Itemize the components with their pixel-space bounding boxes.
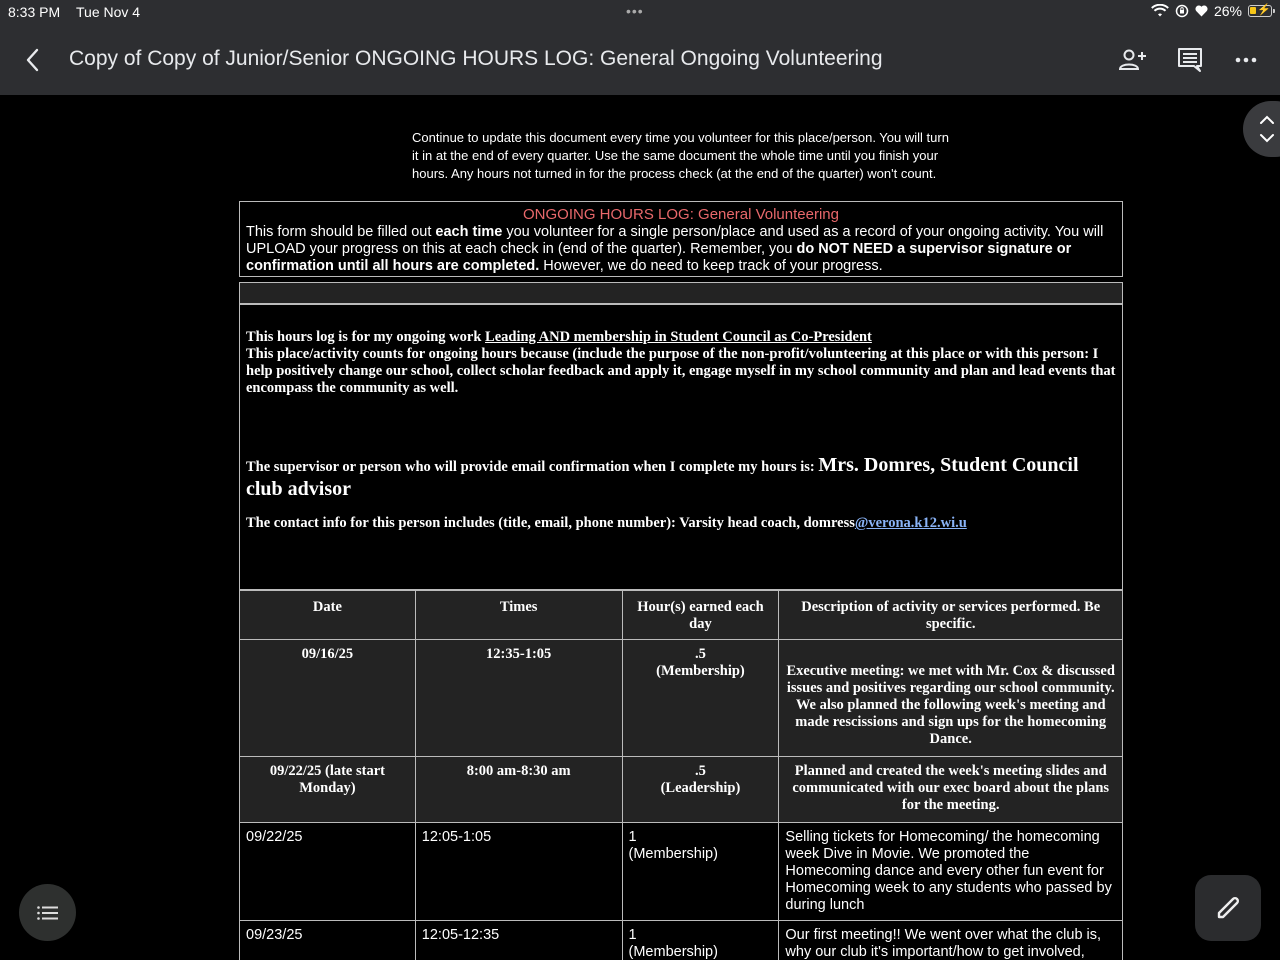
more-icon: [1235, 57, 1257, 63]
cell-hours[interactable]: 1 (Membership): [622, 921, 779, 960]
header-date: Date: [240, 591, 416, 640]
back-button[interactable]: [22, 46, 46, 74]
document-title: Copy of Copy of Junior/Senior ONGOING HOURS LOG: General Ongoing Volunteering: [69, 47, 883, 70]
form-heading: ONGOING HOURS LOG: General Volunteering: [523, 206, 839, 223]
header-description: Description of activity or services performed. Be specific.: [779, 591, 1123, 640]
cell-description[interactable]: Planned and created the week's meeting slides and communicated with our exec board about the plans for the meeting.: [779, 757, 1123, 823]
app-bar: [0, 24, 1280, 95]
cell-hours[interactable]: .5 (Membership): [622, 640, 779, 757]
spacer-row: [239, 282, 1123, 304]
battery-percent: 26%: [1213, 3, 1242, 19]
more-options-button[interactable]: [1230, 44, 1262, 76]
outline-button[interactable]: [19, 884, 76, 941]
table-row: [240, 823, 1123, 921]
add-person-icon: [1118, 48, 1148, 72]
wifi-icon: [1151, 4, 1169, 18]
pencil-icon: [1214, 894, 1242, 922]
cell-times[interactable]: 8:00 am-8:30 am: [415, 757, 622, 823]
cell-times[interactable]: 12:35-1:05: [415, 640, 622, 757]
scroll-up-down-icon: [1257, 109, 1277, 149]
intro-instructions: Continue to update this document every time you volunteer for this place/person. You will turn it in at the end of every quarter. Use the same document the whole time until you finish your hours. Any hours not turned in for the process check (at the end of the quarter) won't count.: [412, 130, 949, 181]
outline-list-icon: [37, 906, 59, 920]
cell-description[interactable]: Executive meeting: we met with Mr. Cox & discussed issues and positives regarding our school community. We also planned the following week's meeting and made rescissions and sign ups for the homecoming Dance.: [779, 640, 1123, 757]
comment-icon: [1177, 47, 1203, 73]
cell-times[interactable]: 12:05-1:05: [415, 823, 622, 921]
status-time: 8:33 PM: [8, 4, 61, 20]
cell-description[interactable]: Our first meeting!! We went over what the club is, why our club it's important/how to get involved,: [779, 921, 1123, 960]
cell-times[interactable]: 12:05-12:35: [415, 921, 622, 960]
table-header-row: [240, 591, 1123, 640]
header-hours: Hour(s) earned each day: [622, 591, 779, 640]
status-date: Tue Nov 4: [76, 4, 141, 20]
cell-hours[interactable]: .5 (Leadership): [622, 757, 779, 823]
table-row: [240, 640, 1123, 757]
status-right: [1151, 3, 1272, 19]
table-row: [240, 757, 1123, 823]
contact-line: The contact info for this person includes (title, email, phone number): Varsity head coach, domress@verona.k12.wi.u: [246, 515, 967, 531]
multitasking-dots[interactable]: •••: [626, 3, 644, 19]
table-row: [240, 921, 1123, 960]
cell-description[interactable]: Selling tickets for Homecoming/ the homecoming week Dive in Movie. We promoted the Homecoming dance and every other fun event for Homecoming week to any students who passed by during lunch: [779, 823, 1123, 921]
activity-info-box: [239, 304, 1123, 590]
log-for-line: This hours log is for my ongoing work Leading AND membership in Student Council as Co-President: [246, 329, 872, 345]
rotation-lock-icon: [1175, 4, 1189, 18]
document-canvas[interactable]: [0, 95, 1280, 960]
back-chevron-icon: [22, 46, 46, 74]
cell-date[interactable]: 09/22/25: [240, 823, 416, 921]
supervisor-line: The supervisor or person who will provide email confirmation when I complete my hours is: Mrs. Domres, Student Council club advisor: [246, 454, 1079, 500]
comments-button[interactable]: [1174, 44, 1206, 76]
share-button[interactable]: [1117, 44, 1149, 76]
form-header-box: [239, 201, 1123, 277]
battery-icon: ⚡: [1248, 5, 1272, 17]
heart-icon: [1195, 5, 1208, 17]
cell-date[interactable]: 09/16/25: [240, 640, 416, 757]
counts-because-text: This place/activity counts for ongoing hours because (include the purpose of the non-profit/volunteering at this place or with this person: I help positively change our school, collect scholar feedback and apply it, engage myself in my school community and plan and lead events that encompass the community as well.: [246, 346, 1116, 396]
cell-date[interactable]: 09/22/25 (late start Monday): [240, 757, 416, 823]
cell-hours[interactable]: 1 (Membership): [622, 823, 779, 921]
form-instructions: This form should be filled out each time you volunteer for a single person/place and used as a record of your ongoing activity. You will UPLOAD your progress on this at each check in (end of the quarter). Remember, you do NOT NEED a supervisor signature or confirmation until all hours are completed. However, we do need to keep track of your progress.: [246, 224, 1104, 274]
email-link[interactable]: @verona.k12.wi.u: [854, 515, 967, 531]
edit-button[interactable]: [1195, 875, 1261, 941]
status-bar: [0, 0, 1280, 24]
header-times: Times: [415, 591, 622, 640]
cell-date[interactable]: 09/23/25: [240, 921, 416, 960]
hours-log-table: [239, 590, 1123, 960]
log-for-value: Leading AND membership in Student Council as Co-President: [485, 329, 872, 345]
supervisor-name: Mrs. Domres, Student Council club advisor: [246, 454, 1079, 500]
